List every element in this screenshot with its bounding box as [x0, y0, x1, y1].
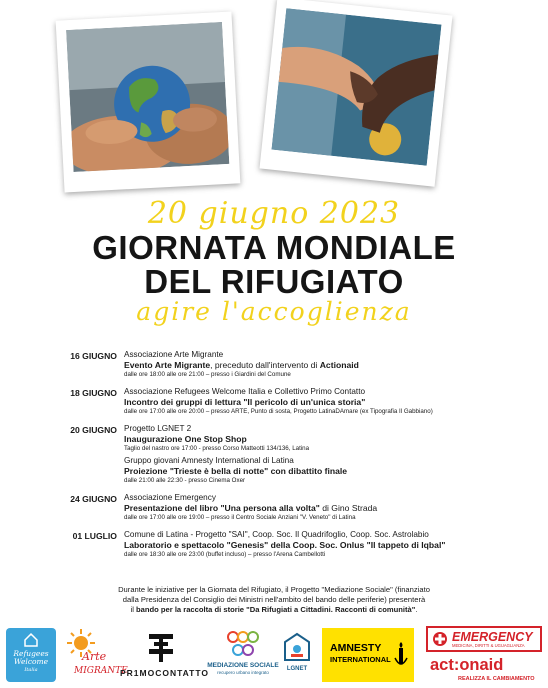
event-organizer: Gruppo giovani Amnesty International di Latina — [124, 456, 294, 465]
event-title: Laboratorio e spettacolo "Genesis" della Coop. Soc. Onlus "Il tappeto di Iqbal" — [124, 540, 446, 550]
event-date: 24 GIUGNO — [70, 494, 117, 504]
event-row — [48, 350, 518, 379]
mediazione-sociale-logo: MEDIAZIONE SOCIALE recupero urbano integrato — [204, 628, 282, 682]
lgnet-logo: LGNET — [280, 630, 314, 680]
arte-migrante-logo: Arte MIGRANTE — [64, 628, 118, 682]
event-row — [48, 387, 518, 416]
event-date: 20 GIUGNO — [70, 425, 117, 435]
emergency-logo: EMERGENCY MEDICINA, DIRITTI & UGUAGLIANZA — [426, 626, 542, 652]
event-date: 01 LUGLIO — [72, 531, 117, 541]
refugees-welcome-logo: Refugees Welcome Italia — [6, 628, 56, 682]
footer-note — [60, 585, 488, 615]
footer-line: dalla Presidenza del Consiglio dei Ministri nell'ambito del bando delle periferie) presenterà — [122, 595, 426, 604]
event-detail: dalle ore 17:00 alle ore 20:00 – presso ARTE, Punto di sosta, Progetto LatinaDAmare (ex Tipografia Il Gabbiano) — [124, 407, 433, 415]
event-organizer: Associazione Emergency — [124, 493, 216, 502]
lgnet-icon — [283, 632, 311, 664]
candle-icon — [394, 642, 408, 668]
event-row — [48, 424, 518, 485]
event-title: Incontro dei gruppi di lettura "Il pericolo di un'unica storia" — [124, 397, 366, 407]
clasped-hands-photo — [259, 0, 452, 187]
primo-contatto-icon — [149, 634, 173, 662]
house-icon — [23, 632, 39, 648]
event-date: 16 GIUGNO — [70, 351, 117, 361]
footer-line: il bando per la raccolta di storie "Da Rifugiati a Cittadini. Racconti di comunità". — [130, 605, 418, 614]
event-detail: dalle 21:00 alle 22:30 - presso Cinema Oxer — [124, 476, 246, 484]
events-list — [48, 350, 518, 567]
amnesty-international-logo: AMNESTY INTERNATIONAL — [322, 628, 414, 682]
page-title-line2: DEL RIFUGIATO — [144, 263, 404, 300]
event-title: Inaugurazione One Stop Shop — [124, 434, 247, 444]
event-title: Proiezione "Trieste è bella di notte" con dibattito finale — [124, 466, 348, 476]
event-row — [48, 530, 518, 559]
primo-contatto-logo: PR1MOCONTATTO — [120, 632, 202, 682]
footer-line: Durante le iniziative per la Giornata del Rifugiato, il Progetto "Mediazione Sociale" (finanziato — [118, 585, 430, 594]
event-organizer: Associazione Refugees Welcome Italia e Collettivo Primo Contatto — [124, 387, 366, 396]
event-organizer: Comune di Latina - Progetto "SAI", Coop. Soc. Il Quadrifoglio, Coop. Soc. Astrolabio — [124, 530, 429, 539]
event-title: Presentazione del libro "Una persona alla volta" di Gino Strada — [124, 503, 378, 513]
page-title-line1: GIORNATA MONDIALE — [92, 229, 456, 266]
event-date-heading: 20 giugno 2023 — [147, 196, 401, 231]
event-date: 18 GIUGNO — [70, 388, 117, 398]
circles-icon — [226, 630, 260, 660]
event-organizer: Progetto LGNET 2 — [124, 424, 192, 433]
red-cross-icon — [432, 631, 448, 647]
event-organizer: Associazione Arte Migrante — [124, 350, 224, 359]
event-row — [48, 493, 518, 522]
event-detail: dalle ore 17:00 alle ore 19:00 – presso il Centro Sociale Anziani "V. Veneto" di Latina — [124, 513, 356, 521]
partner-logos — [0, 626, 548, 688]
event-title: Evento Arte Migrante, preceduto dall'intervento di Actionaid — [124, 360, 359, 370]
event-detail: Taglio del nastro ore 17:00 - presso Corso Matteotti 134/136, Latina — [124, 444, 310, 452]
actionaid-logo: act:onaid REALIZZA IL CAMBIAMENTO — [430, 656, 535, 682]
page-subtitle: agire l'accoglienza — [136, 297, 412, 326]
event-detail: dalle ore 18:30 alle ore 23:00 (buffet incluso) – presso l'Arena Cambellotti — [124, 550, 326, 558]
event-detail: dalle ore 18:00 alle ore 21:00 – presso i Giardini del Comune — [124, 370, 291, 378]
hands-holding-globe-photo — [56, 12, 241, 193]
